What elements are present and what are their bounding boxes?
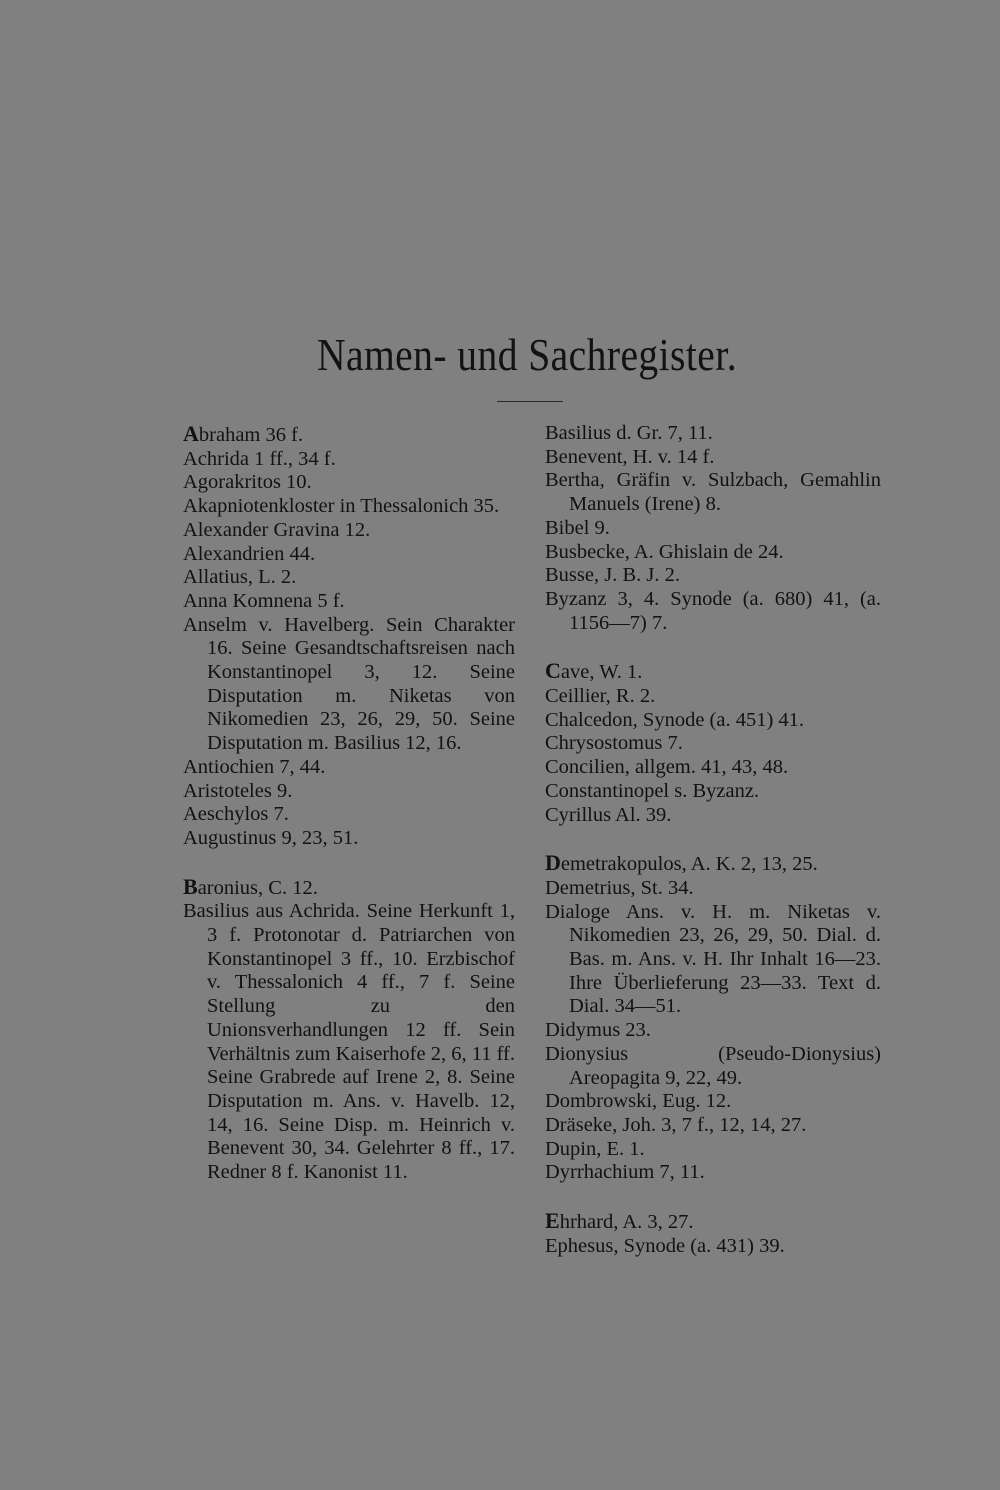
index-letter-group: [545, 422, 881, 635]
index-entry: [545, 541, 881, 565]
index-entry: [545, 804, 881, 828]
index-entry: [545, 1090, 881, 1114]
index-entry-text: Dyrrhachium 7, 11.: [545, 1161, 705, 1184]
index-entry: [545, 517, 881, 541]
index-entry: [545, 446, 881, 470]
index-entry-text: 36 f.: [260, 424, 304, 446]
index-column-left: [183, 422, 515, 1185]
index-letter-group: [545, 1209, 881, 1258]
index-entry: [545, 901, 881, 1020]
index-entry: [545, 851, 881, 877]
index-entry: [545, 780, 881, 804]
index-entry-text: Anna Komnena 5 f.: [183, 589, 345, 612]
index-entry: [183, 448, 515, 472]
index-entry: [545, 1114, 881, 1138]
index-entry: [545, 564, 881, 588]
index-entry: [545, 709, 881, 733]
index-initial-letter: E: [545, 1208, 560, 1234]
index-entry: [545, 659, 881, 685]
index-entry: [183, 756, 515, 780]
index-entry: [545, 756, 881, 780]
index-entry-text: , A. K. 2, 13, 25.: [681, 853, 818, 876]
index-entry-head: hrhard: [559, 1211, 614, 1234]
index-entry-text: Aristoteles 9.: [183, 779, 293, 802]
index-entry-head: emetrakopulos: [560, 853, 682, 876]
index-entry: [545, 1138, 881, 1162]
index-entry: [183, 590, 515, 614]
index-entry: [545, 1043, 881, 1090]
index-entry: [545, 422, 881, 446]
index-column-right: [545, 422, 881, 1259]
index-entry-text: Demetrius, St. 34.: [545, 876, 694, 899]
index-letter-group: [183, 875, 515, 1185]
index-initial-letter: B: [183, 873, 198, 899]
index-entry: [183, 875, 515, 901]
index-entry: [183, 519, 515, 543]
index-entry: [183, 780, 515, 804]
index-entry-text: Achrida 1 ff., 34 f.: [183, 447, 336, 470]
index-entry-text: Basilius d. Gr. 7, 11.: [545, 422, 713, 444]
index-entry-text: Dombrowski, Eug. 12.: [545, 1090, 732, 1113]
title-divider: [497, 401, 563, 402]
index-entry: [183, 543, 515, 567]
index-entry: [183, 471, 515, 495]
index-entry-text: Dionysius (Pseudo-Dionysius) Areopagita 9, 22, 49.: [545, 1042, 881, 1089]
index-entry-text: , C. 12.: [258, 876, 318, 899]
index-entry-text: Alexandrien 44.: [183, 542, 316, 565]
index-entry-text: Agorakritos 10.: [183, 471, 312, 494]
index-entry-text: Allatius, L. 2.: [183, 566, 297, 589]
index-entry-text: , A. 3, 27.: [613, 1211, 694, 1234]
index-entry-text: Aeschylos 7.: [183, 803, 289, 826]
index-entry: [183, 566, 515, 590]
index-entry-text: Augustinus 9, 23, 51.: [183, 826, 359, 849]
index-entry-text: Basilius aus Achrida. Seine Herkunft 1, 3 f. Protonotar d. Patriarchen von Konstantinopel 3 ff., 10. Erzbischof v. Thessalonich 4 ff., 7 f. Seine Stellung zu den Unionsverhandlungen 12 ff. Sein Verhältnis zum Kaiserhofe 2, 6, 11 ff. Seine Grabrede auf Irene 2, 8. Seine Disputation m. Ans. v. Havelb. 12, 14, 16. Seine Disp. m. Heinrich v. Benevent 30, 34. Gelehrter 8 ff., 17. Redner 8 f. Kanonist 11.: [183, 900, 515, 1184]
index-entry-text: Dialoge Ans. v. H. m. Niketas v. Nikomedien 23, 26, 29, 50. Dial. d. Bas. m. Ans. v. H. Ihr Inhalt 16—23. Ihre Überlieferung 23—33. Text d. Dial. 34—51.: [545, 900, 881, 1018]
index-entry: [545, 588, 881, 635]
index-entry: [545, 1235, 881, 1259]
index-entry-text: , W. 1.: [589, 661, 643, 684]
index-entry: [545, 469, 881, 516]
index-entry: [545, 877, 881, 901]
index-entry-text: Ephesus, Synode (a. 431) 39.: [545, 1234, 785, 1257]
index-initial-letter: A: [183, 421, 199, 446]
index-entry-head: ave: [560, 661, 590, 684]
index-entry: [183, 495, 515, 519]
index-entry-text: Ceillier, R. 2.: [545, 685, 656, 708]
index-entry-head: braham: [198, 424, 261, 446]
index-entry-text: Constantinopel s. Byzanz.: [545, 779, 760, 802]
index-letter-group: [545, 659, 881, 827]
index-entry: [545, 685, 881, 709]
index-entry-text: Antiochien 7, 44.: [183, 755, 326, 778]
index-entry: [545, 1019, 881, 1043]
index-entry-text: Dupin, E. 1.: [545, 1137, 645, 1160]
index-entry-text: Anselm v. Havelberg. Sein Charakter 16. Seine Gesandtschaftsreisen nach Konstantinopel 3, 12. Seine Disputation m. Niketas von Nikomedien 23, 26, 29, 50. Seine Disputation m. Basilius 12, 16.: [183, 613, 515, 755]
index-entry-text: Akapniotenkloster in Thessalonich 35.: [183, 495, 500, 518]
index-letter-group: [545, 851, 881, 1185]
index-entry-text: Alexander Gravina 12.: [183, 518, 371, 541]
index-entry-text: Cyrillus Al. 39.: [545, 803, 672, 826]
index-initial-letter: C: [545, 658, 561, 684]
index-entry: [183, 827, 515, 851]
index-letter-group: [183, 422, 515, 851]
index-entry: [183, 900, 515, 1184]
index-entry-text: Chrysostomus 7.: [545, 732, 683, 755]
index-entry: [183, 422, 515, 448]
index-entry-text: Concilien, allgem. 41, 43, 48.: [545, 756, 789, 779]
page-title: Namen- und Sachregister.: [316, 329, 738, 380]
index-entry: [545, 732, 881, 756]
index-entry-head: aronius: [197, 876, 259, 899]
index-entry-text: Bibel 9.: [545, 516, 610, 539]
index-entry-text: Benevent, H. v. 14 f.: [545, 445, 715, 468]
index-entry-text: Didymus 23.: [545, 1019, 651, 1042]
index-entry-text: Busse, J. B. J. 2.: [545, 564, 680, 587]
index-entry-text: Bertha, Gräfin v. Sulzbach, Gemahlin Manuels (Irene) 8.: [545, 469, 881, 516]
index-entry-text: Chalcedon, Synode (a. 451) 41.: [545, 708, 805, 731]
index-entry-text: Busbecke, A. Ghislain de 24.: [545, 540, 784, 563]
index-entry: [183, 614, 515, 756]
index-entry-text: Byzanz 3, 4. Synode (a. 680) 41, (a. 1156—7) 7.: [545, 587, 881, 634]
index-entry: [545, 1161, 881, 1185]
index-entry-text: Dräseke, Joh. 3, 7 f., 12, 14, 27.: [545, 1113, 807, 1136]
index-entry: [545, 1209, 881, 1235]
index-initial-letter: D: [545, 850, 561, 876]
index-entry: [183, 803, 515, 827]
